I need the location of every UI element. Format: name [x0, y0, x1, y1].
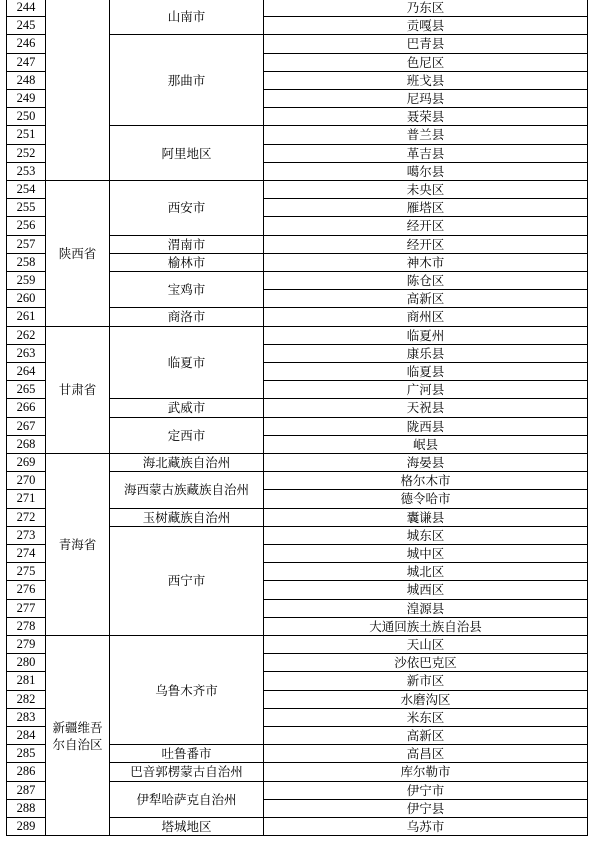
row-number: 257 [6, 236, 46, 254]
city-name: 巴音郭楞蒙古自治州 [110, 763, 264, 781]
district-name: 高昌区 [264, 745, 588, 763]
district-name: 岷县 [264, 436, 588, 454]
row-number: 286 [6, 763, 46, 781]
district-name: 水磨沟区 [264, 691, 588, 709]
city-name: 定西市 [110, 418, 264, 454]
city-name: 山南市 [110, 0, 264, 35]
district-name: 巴青县 [264, 35, 588, 53]
row-number: 270 [6, 472, 46, 490]
district-name: 库尔勒市 [264, 763, 588, 781]
row-number: 250 [6, 108, 46, 126]
row-number: 272 [6, 509, 46, 527]
district-name: 城中区 [264, 545, 588, 563]
district-name: 沙依巴克区 [264, 654, 588, 672]
row-number: 262 [6, 327, 46, 345]
district-name: 普兰县 [264, 126, 588, 144]
row-number: 273 [6, 527, 46, 545]
district-name: 陇西县 [264, 418, 588, 436]
city-name: 吐鲁番市 [110, 745, 264, 763]
row-number: 269 [6, 454, 46, 472]
row-number: 264 [6, 363, 46, 381]
row-number: 246 [6, 35, 46, 53]
city-name: 海北藏族自治州 [110, 454, 264, 472]
district-name: 天山区 [264, 636, 588, 654]
row-number: 255 [6, 199, 46, 217]
row-number: 261 [6, 308, 46, 326]
city-name: 临夏市 [110, 327, 264, 400]
city-name: 乌鲁木齐市 [110, 636, 264, 745]
district-name: 囊谦县 [264, 509, 588, 527]
row-number: 274 [6, 545, 46, 563]
row-number: 251 [6, 126, 46, 144]
province-name: 青海省 [46, 454, 110, 636]
row-number: 249 [6, 90, 46, 108]
row-number: 283 [6, 709, 46, 727]
district-name: 班戈县 [264, 72, 588, 90]
row-number: 247 [6, 54, 46, 72]
city-name: 西宁市 [110, 527, 264, 636]
city-name: 塔城地区 [110, 818, 264, 836]
row-number: 265 [6, 381, 46, 399]
district-name: 革吉县 [264, 145, 588, 163]
district-name: 经开区 [264, 217, 588, 235]
city-name: 宝鸡市 [110, 272, 264, 308]
city-name: 那曲市 [110, 35, 264, 126]
city-name: 武威市 [110, 399, 264, 417]
row-number: 244 [6, 0, 46, 17]
province-name [46, 0, 110, 181]
district-name: 噶尔县 [264, 163, 588, 181]
district-name: 伊宁县 [264, 800, 588, 818]
district-name: 城北区 [264, 563, 588, 581]
district-name: 高新区 [264, 290, 588, 308]
district-name: 高新区 [264, 727, 588, 745]
city-name: 榆林市 [110, 254, 264, 272]
province-name: 陕西省 [46, 181, 110, 327]
row-number: 268 [6, 436, 46, 454]
row-number: 281 [6, 672, 46, 690]
city-name: 玉树藏族自治州 [110, 509, 264, 527]
city-name: 海西蒙古族藏族自治州 [110, 472, 264, 508]
district-name: 米东区 [264, 709, 588, 727]
district-name: 城西区 [264, 581, 588, 599]
district-name: 未央区 [264, 181, 588, 199]
district-name: 康乐县 [264, 345, 588, 363]
district-name: 伊宁市 [264, 782, 588, 800]
province-name: 新疆维吾尔自治区 [46, 636, 110, 836]
district-name: 商州区 [264, 308, 588, 326]
district-name: 临夏州 [264, 327, 588, 345]
district-name: 新市区 [264, 672, 588, 690]
row-number: 252 [6, 145, 46, 163]
city-name: 西安市 [110, 181, 264, 236]
row-number: 276 [6, 581, 46, 599]
row-number: 267 [6, 418, 46, 436]
row-number: 285 [6, 745, 46, 763]
row-number: 289 [6, 818, 46, 836]
city-name: 渭南市 [110, 236, 264, 254]
row-number: 245 [6, 17, 46, 35]
row-number: 253 [6, 163, 46, 181]
row-number: 258 [6, 254, 46, 272]
city-name: 阿里地区 [110, 126, 264, 181]
row-number: 288 [6, 800, 46, 818]
district-name: 聂荣县 [264, 108, 588, 126]
district-name: 德令哈市 [264, 490, 588, 508]
row-number: 271 [6, 490, 46, 508]
row-number: 256 [6, 217, 46, 235]
district-name: 临夏县 [264, 363, 588, 381]
district-name: 海晏县 [264, 454, 588, 472]
district-name: 经开区 [264, 236, 588, 254]
row-number: 280 [6, 654, 46, 672]
district-name: 大通回族土族自治县 [264, 618, 588, 636]
district-name: 湟源县 [264, 600, 588, 618]
district-name: 陈仓区 [264, 272, 588, 290]
row-number: 248 [6, 72, 46, 90]
row-number: 287 [6, 782, 46, 800]
district-name: 格尔木市 [264, 472, 588, 490]
district-name: 乌苏市 [264, 818, 588, 836]
province-name: 甘肃省 [46, 327, 110, 454]
row-number: 277 [6, 600, 46, 618]
row-number: 260 [6, 290, 46, 308]
district-name: 贡嘎县 [264, 17, 588, 35]
row-number: 278 [6, 618, 46, 636]
row-number: 263 [6, 345, 46, 363]
district-name: 乃东区 [264, 0, 588, 17]
district-name: 神木市 [264, 254, 588, 272]
district-name: 尼玛县 [264, 90, 588, 108]
row-number: 259 [6, 272, 46, 290]
district-name: 天祝县 [264, 399, 588, 417]
row-number: 254 [6, 181, 46, 199]
row-number: 282 [6, 691, 46, 709]
city-name: 商洛市 [110, 308, 264, 326]
district-name: 雁塔区 [264, 199, 588, 217]
row-number: 275 [6, 563, 46, 581]
row-number: 284 [6, 727, 46, 745]
city-name: 伊犁哈萨克自治州 [110, 782, 264, 818]
row-number: 279 [6, 636, 46, 654]
district-name: 广河县 [264, 381, 588, 399]
district-name: 城东区 [264, 527, 588, 545]
district-name: 色尼区 [264, 54, 588, 72]
row-number: 266 [6, 399, 46, 417]
